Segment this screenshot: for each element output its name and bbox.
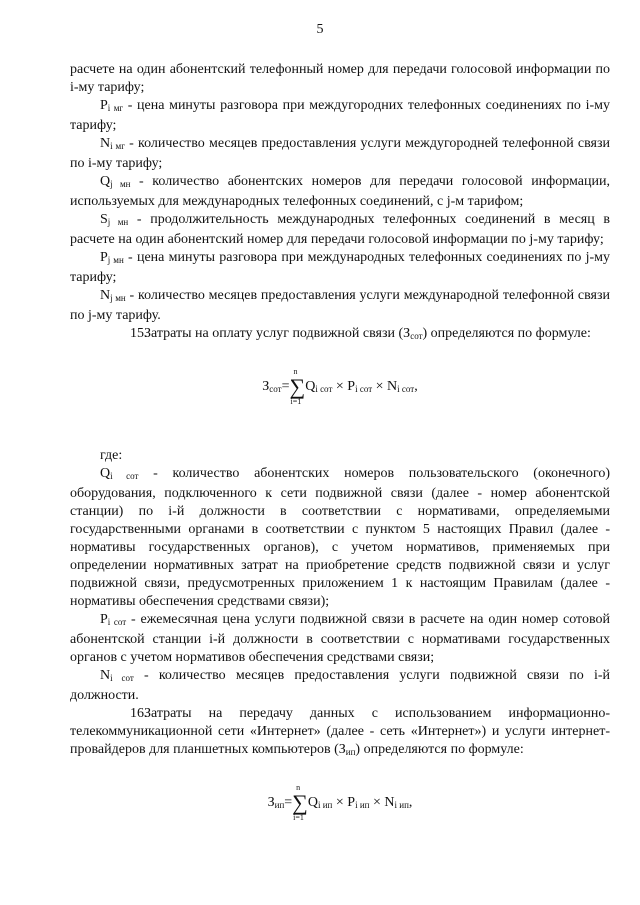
where-label: где:	[100, 448, 123, 463]
formula-term-subscript: i ип	[355, 800, 370, 810]
definition-q-i-sot	[70, 465, 610, 611]
definition-p-i-sot	[70, 611, 610, 667]
symbol-subscript: i мг	[107, 103, 124, 113]
formula-lhs: З	[267, 795, 275, 810]
sum-upper-limit: n	[296, 783, 301, 792]
paragraph: расчете на один абонентский телефонный номер для передачи голосовой информации по i-му тарифу;	[70, 62, 610, 95]
symbol: N	[100, 288, 111, 303]
formula-lhs-subscript: ип	[274, 800, 285, 810]
symbol-subscript: ип	[345, 747, 356, 757]
symbol-subscript: j мн	[107, 217, 129, 227]
formula-z-sot	[70, 367, 610, 407]
symbol: N	[100, 668, 111, 683]
definition-p-j-mn	[70, 249, 610, 287]
symbol: S	[100, 212, 108, 227]
formula-term-subscript: i ип	[317, 800, 333, 810]
sum-upper-limit: n	[293, 367, 298, 376]
symbol: Q	[100, 466, 111, 481]
symbol-subscript: j мн	[107, 255, 124, 265]
clause-text: ) определяются по формуле:	[422, 326, 591, 341]
symbol: N	[100, 136, 111, 151]
sum-lower-limit: i=1	[290, 397, 302, 406]
sum-lower-limit: i=1	[293, 813, 304, 822]
clause-text: Затраты на передачу данных с использованием информационно-телекоммуникационной сети «Интернет» (далее - сеть «Интернет») и услуги интернет-провайдеров для планшетных компьютеров (З	[70, 706, 610, 757]
formula-term: Q	[307, 795, 318, 810]
symbol-subscript: j мн	[110, 293, 126, 303]
definition-text: - количество месяцев предоставления услуги междугородней телефонной связи по i-му тарифу;	[70, 136, 610, 171]
clause-text: Затраты на оплату услуг подвижной связи (З	[144, 326, 411, 341]
formula-end: ,	[414, 379, 418, 394]
formula-term-subscript: i сот	[315, 384, 333, 394]
formula-term: N	[384, 795, 395, 810]
clause-text: ) определяются по формуле:	[355, 742, 524, 757]
formula-multiply: ×	[332, 379, 348, 394]
summation-symbol: ∑ n i=1	[289, 367, 306, 406]
symbol: P	[100, 612, 108, 627]
definition-text: - количество абонентских номеров пользовательского (оконечного) оборудования, подключенного к сети подвижной связи (далее - номер абонентской станции) по i-й должности в соответствии с нормативами, определяемыми государственными органами в соответствии с пунктом 5 настоящих Правил (далее - нормативы государственных органов), с учетом нормативов, применяемых при определении нормативных затрат на приобретение средств подвижной связи и услуг подвижной связи, предусмотренных приложением 1 к настоящим Правилам (далее - нормативы обеспечения средствами связи);	[70, 466, 611, 609]
formula-term-subscript: i сот	[355, 384, 373, 394]
definition-text: - цена минуты разговора при международных телефонных соединениях по j-му тарифу;	[70, 250, 610, 285]
formula-term: Q	[305, 379, 316, 394]
clause-number: 16.	[130, 706, 148, 721]
clause-16	[70, 705, 610, 761]
symbol: Q	[100, 174, 111, 189]
formula-equals: =	[284, 795, 293, 810]
formula-multiply: ×	[369, 795, 385, 810]
formula-end: ,	[408, 795, 413, 810]
definition-text: - количество месяцев предоставления услуги международной телефонной связи по j-му тарифу.	[70, 288, 611, 323]
document-body	[70, 61, 610, 849]
summation-symbol: ∑ n i=1	[292, 783, 308, 822]
definition-text: - количество абонентских номеров для передачи голосовой информации, используемых для международных телефонных соединений, с j-м тарифом;	[70, 174, 610, 209]
symbol-subscript: i мг	[110, 141, 125, 151]
formula-term: P	[347, 795, 356, 810]
definition-p-i-mg	[70, 97, 610, 135]
formula-z-ip	[70, 783, 610, 823]
definition-n-j-mn	[70, 287, 610, 325]
formula-term: P	[347, 379, 356, 394]
symbol-subscript: сот	[410, 331, 423, 341]
definition-n-i-sot	[70, 667, 610, 705]
definition-text: - ежемесячная цена услуги подвижной связи в расчете на один номер сотовой абонентской станции i-й должности в соответствии с нормативами государственных органов с учетом нормативов обеспечения средствами связи;	[70, 612, 610, 665]
clause-15	[70, 325, 610, 345]
formula-lhs: З	[262, 379, 270, 394]
definition-s-j-mn	[70, 211, 610, 249]
formula-multiply: ×	[372, 379, 388, 394]
definition-text: - цена минуты разговора при междугородних телефонных соединениях по i-му тарифу;	[70, 98, 610, 133]
formula-term-subscript: i ип	[394, 800, 409, 810]
clause-number: 15.	[130, 326, 148, 341]
formula-term-subscript: i сот	[397, 384, 415, 394]
definition-q-j-mn	[70, 173, 610, 211]
spacer	[70, 433, 610, 447]
symbol-subscript: j мн	[110, 179, 131, 189]
definition-n-i-mg	[70, 135, 610, 173]
definition-text: - количество месяцев предоставления услуги подвижной связи по i-й должности.	[70, 668, 611, 703]
symbol-subscript: i сот	[107, 617, 127, 627]
symbol-subscript: i сот	[110, 471, 139, 481]
definition-text: - продолжительность международных телефонных соединений в месяц в расчете на один абонентский номер для передачи голосовой информации по j-му тарифу;	[70, 212, 610, 247]
formula-multiply: ×	[332, 795, 348, 810]
page-number: 5	[316, 22, 324, 37]
formula-term: N	[387, 379, 398, 394]
formula-lhs-subscript: сот	[269, 384, 282, 394]
symbol: P	[100, 250, 108, 265]
symbol-subscript: i сот	[110, 673, 134, 683]
symbol: P	[100, 98, 108, 113]
formula-equals: =	[281, 379, 290, 394]
